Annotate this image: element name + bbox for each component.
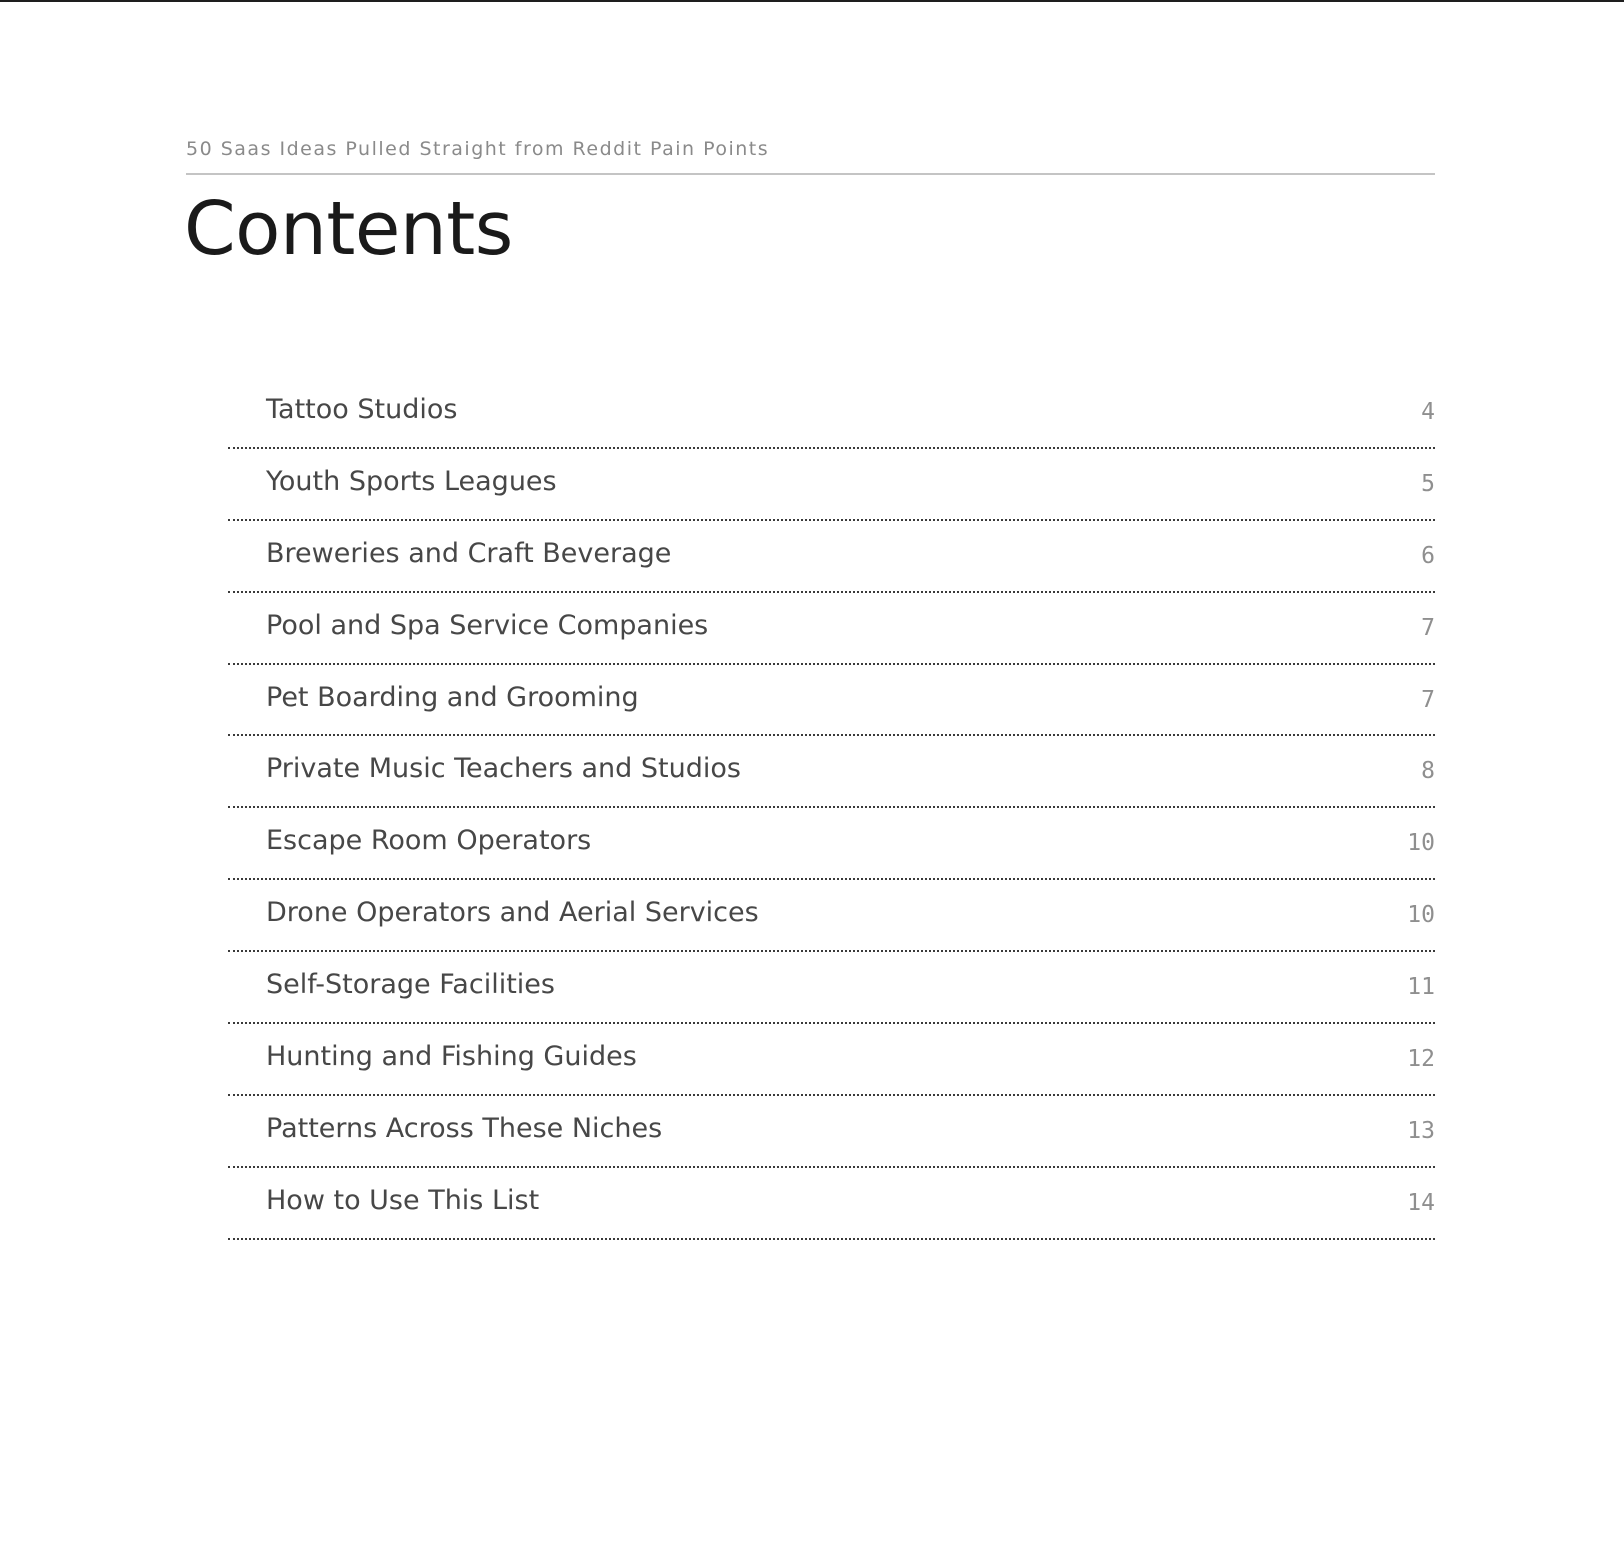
- toc-entry-page-number: 7: [1421, 686, 1435, 713]
- top-border: [0, 0, 1624, 2]
- toc-entry-how-to-use[interactable]: [228, 1168, 1435, 1240]
- toc-entry-title: Private Music Teachers and Studios: [266, 753, 741, 785]
- toc-entry-page-number: 7: [1421, 614, 1435, 641]
- toc-entry-youth-sports-leagues[interactable]: [228, 449, 1435, 521]
- header-divider: [186, 173, 1435, 175]
- toc-entry-tattoo-studios[interactable]: [228, 377, 1435, 449]
- toc-entry-page-number: 13: [1407, 1117, 1435, 1144]
- toc-entry-title: Escape Room Operators: [266, 825, 592, 857]
- toc-entry-page-number: 6: [1421, 542, 1435, 569]
- page-title: Contents: [184, 186, 513, 272]
- toc-entry-page-number: 10: [1407, 902, 1435, 929]
- running-header: 50 Saas Ideas Pulled Straight from Reddit Pain Points: [186, 138, 770, 160]
- toc-entry-title: Tattoo Studios: [266, 394, 458, 425]
- toc-entry-page-number: 8: [1421, 758, 1435, 785]
- toc-entry-page-number: 10: [1407, 830, 1435, 857]
- toc-entry-title: Hunting and Fishing Guides: [266, 1041, 637, 1073]
- toc-entry-page-number: 11: [1407, 974, 1435, 1001]
- toc-entry-page-number: 4: [1421, 399, 1435, 425]
- toc-entry-title: How to Use This List: [266, 1184, 540, 1216]
- toc-entry-music-teachers[interactable]: [228, 736, 1435, 808]
- toc-entry-drone-operators[interactable]: [228, 880, 1435, 952]
- toc-entry-page-number: 12: [1407, 1046, 1435, 1073]
- toc-entry-title: Drone Operators and Aerial Services: [266, 897, 759, 929]
- toc-entry-self-storage[interactable]: [228, 952, 1435, 1024]
- toc-entry-pet-boarding[interactable]: [228, 665, 1435, 737]
- toc-entry-page-number: 14: [1407, 1189, 1435, 1216]
- toc-entry-pool-and-spa[interactable]: [228, 593, 1435, 665]
- toc-entry-escape-rooms[interactable]: [228, 808, 1435, 880]
- toc-entry-title: Pool and Spa Service Companies: [266, 609, 709, 641]
- toc-entry-title: Youth Sports Leagues: [266, 465, 557, 497]
- toc-entry-page-number: 5: [1421, 470, 1435, 497]
- toc-entry-title: Pet Boarding and Grooming: [266, 681, 639, 713]
- toc-entry-title: Patterns Across These Niches: [266, 1112, 663, 1144]
- toc-entry-hunting-fishing[interactable]: [228, 1024, 1435, 1096]
- toc-entry-title: Breweries and Craft Beverage: [266, 537, 672, 569]
- toc-entry-breweries[interactable]: [228, 521, 1435, 593]
- toc-entry-title: Self-Storage Facilities: [266, 969, 555, 1001]
- table-of-contents: [228, 377, 1435, 1240]
- toc-entry-patterns[interactable]: [228, 1096, 1435, 1168]
